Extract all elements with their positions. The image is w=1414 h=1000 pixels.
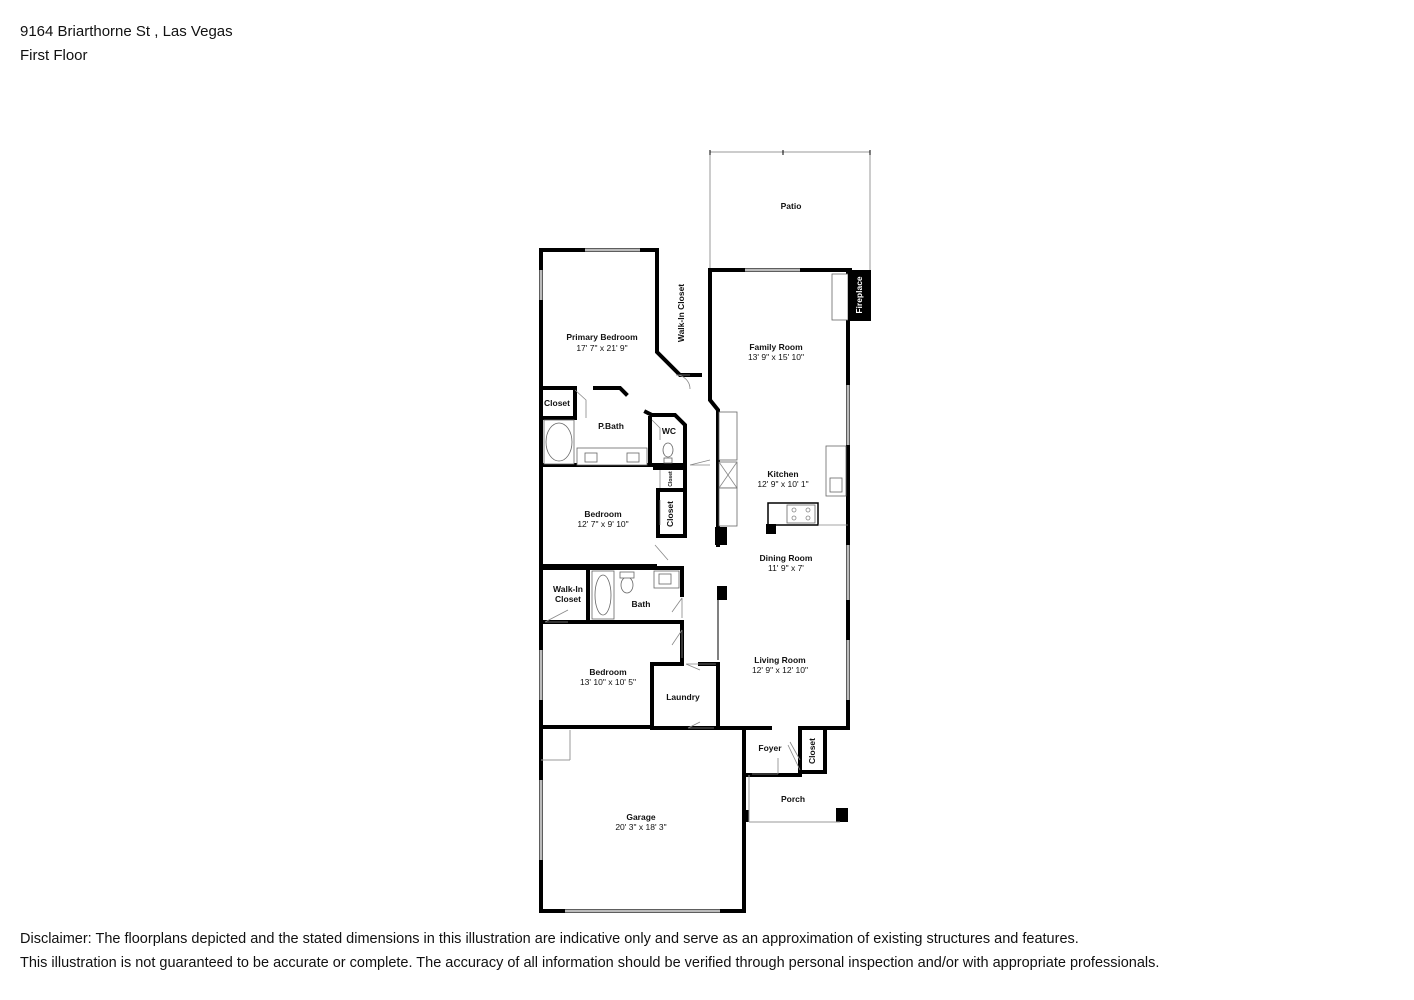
disclaimer-line-1: Disclaimer: The floorplans depicted and the stated dimensions in this illustration are indicative only and serve as an approximation of existing structures and features.: [20, 931, 1079, 947]
patio-label: Patio: [780, 201, 802, 211]
room-labels: [544, 201, 817, 832]
garage-label: Garage: [626, 812, 656, 822]
walk-in-closet-2-label-line1: Walk-In: [553, 584, 583, 594]
closet-primary-label: Closet: [544, 398, 570, 408]
bedroom-3-dims: 13' 10" x 10' 5": [579, 677, 637, 687]
property-address: 9164 Briarthorne St , Las Vegas: [20, 23, 233, 40]
living-room-dims: 12' 9" x 12' 10": [751, 665, 809, 675]
bedroom-3-label: Bedroom: [589, 667, 627, 677]
walk-in-closet-primary-label: Walk-In Closet: [676, 283, 686, 343]
kitchen-dims: 12' 9" x 10' 1": [757, 479, 809, 489]
garage-dims: 20' 3" x 18' 3": [615, 822, 667, 832]
bedroom-2-dims: 12' 7" x 9' 10": [577, 519, 629, 529]
porch-label: Porch: [780, 794, 806, 804]
primary-bedroom-label: Primary Bedroom: [566, 332, 638, 342]
family-room-label: Family Room: [749, 342, 803, 352]
fireplace-label: Fireplace: [854, 276, 864, 314]
family-room-dims: 13' 9" x 15' 10": [747, 352, 805, 362]
bedroom-2-label: Bedroom: [584, 509, 622, 519]
closet-small-label: Closet: [668, 471, 674, 487]
closet-bedroom-2-label: Closet: [665, 501, 675, 527]
wc-label: WC: [661, 426, 677, 436]
foyer-label: Foyer: [758, 743, 782, 753]
primary-bedroom-dims: 17' 7" x 21' 9": [576, 343, 628, 353]
kitchen-label: Kitchen: [767, 469, 799, 479]
disclaimer-line-2: This illustration is not guaranteed to be accurate or complete. The accuracy of all information should be verified through personal inspection and/or with appropriate professionals.: [20, 955, 1160, 971]
pbath-label: P.Bath: [598, 421, 624, 431]
dining-room-dims: 11' 9" x 7': [768, 563, 804, 573]
fireplace: [832, 270, 871, 321]
closet-foyer-label: Closet: [807, 738, 817, 764]
floor-label: First Floor: [20, 47, 88, 64]
walk-in-closet-2-label-line2: Closet: [555, 594, 581, 604]
dining-room-label: Dining Room: [759, 553, 813, 563]
bath-label: Bath: [631, 599, 651, 609]
laundry-label: Laundry: [666, 692, 700, 702]
living-room-label: Living Room: [754, 655, 806, 665]
